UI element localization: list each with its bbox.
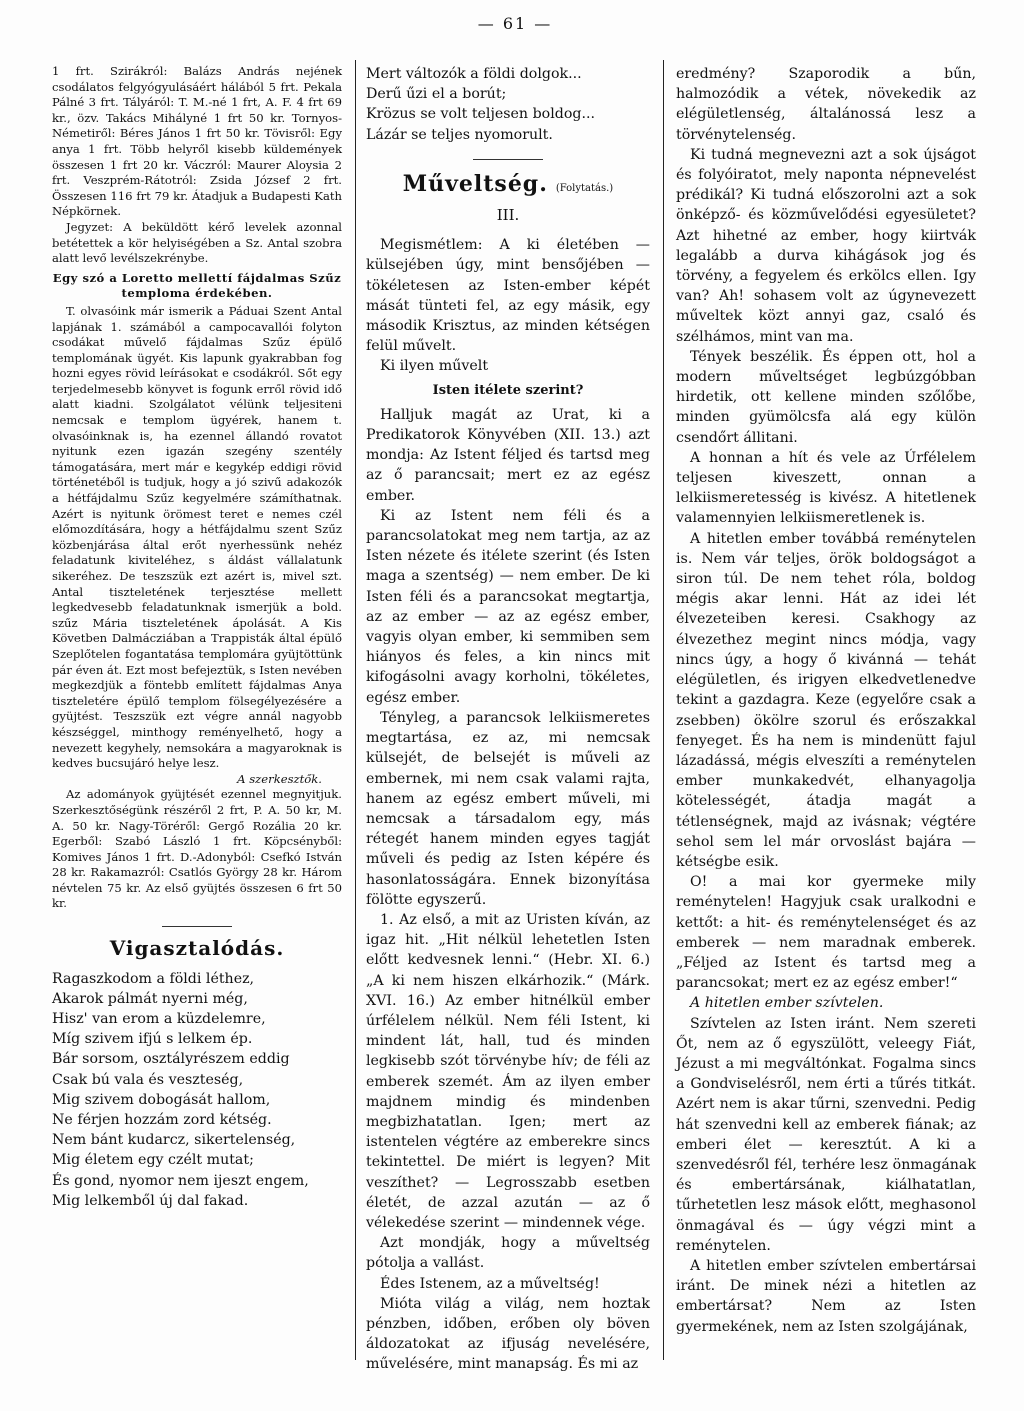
poem-line: Derű űzi el a borút; <box>366 86 507 103</box>
poem <box>52 969 342 1211</box>
loretto-heading: Egy szó a Loretto mellettí fájdalmas Szűz temploma érdekében. <box>52 270 342 301</box>
column-2 <box>366 64 650 1375</box>
paragraph: Ki tudná megnevezni azt a sok újságot és folyóiratot, mely naponta népnevelést prédikál? Ki tudná előszorolni azt a sok önképző- és közművelődési egyesületet? Azt hihetné az ember, hogy kiirtvák legalább a durva kihágások jog és törvény, a fegyelem és erkölcs ellen. Igy van? Ah! sohasem volt az úgynevezett műveltek közt annyi gaz, csaló és szélhámos, mint van ma. <box>676 146 976 345</box>
poem-line: Csak bú vala és veszteség, <box>52 1071 244 1088</box>
column-divider <box>663 60 664 1360</box>
section-number: III. <box>496 206 520 225</box>
paragraph: A honnan a hít és vele az Úrfélelem teljesen kiveszett, onnan a lelkiismeretesség is kivész. A hitetlenek valamennyien lelkiismeretlenek is. <box>676 449 976 527</box>
divider <box>473 159 543 160</box>
paragraph: 1. Az első, a mit az Uristen kíván, az igaz hit. „Hit nélkül lehetetlen Isten előtt kedvesnek lenni.“ (Hebr. XI. 6.) „A ki nem hiszen elkárhozik.“ (Márk. XVI. 16.) Az ember hitnélkül ember úrfélelem nélkül. Nem féli Istent, ki mindent lát, hall, tud és minden legkisebb szót törvénybe hív; de féli az emberek szemét. Ám az ilyen ember majdnem mindig és mindenben megbizhatatlan. Igen; mert az istentelen végtére az emberekre sincs tekintettel. De miért is legyen? Mit veszíthet? — Legrosszabb esetben életét, de azzal azután — az ő vélekedése szerint — mindennek vége. <box>366 911 650 1231</box>
poem-line: Lázár se teljes nyomorult. <box>366 126 553 143</box>
paragraph: A hitetlen ember szívtelen embertársai iránt. De minek nézi a hitetlen az embertársat? Nem az Isten gyermekének, nem az Isten szolgájának, <box>676 1257 976 1335</box>
paragraph: A hitetlen ember szívtelen. <box>690 995 884 1012</box>
poem-line: Mig szivem dobogását hallom, <box>52 1091 271 1108</box>
poem-title: Vigasztalódás. <box>109 936 285 961</box>
paragraph: Ki az Istent nem féli és a parancsolatokat meg nem tartja, az az Isten nézete és itélete szerint (és Isten maga a szentség) — nem ember. De ki Isten féli és a parancsokat megtartja, az az ember — az az egész ember, vagyis olyan ember, ki semmiben sem hiányos és feles, a kin nincs mit kifogásolni avagy korholni, tökéletes, egész ember. <box>366 507 650 706</box>
paragraph: Azt mondják, hogy a műveltség pótolja a vallást. <box>366 1235 650 1272</box>
signature: A szerkesztők. <box>237 771 322 786</box>
loretto-text: T. olvasóink már ismerik a Páduai Szent Antal lapjának 1. számából a campocavallói folyton csodákat művelő fájdalmas Szűz épülő templomának ügyét. Kis lapunk gyakrabban fog hozni egyes rövid leírásokat e csodákról. Sőt egy terjedelmesebb könyvet is fogunk erről rövid idő alatt kiadni. Szolgálatot vélünk teljesiteni nemcsak e templom ügyérek, hanem t. olvasóinknak is, ha ezennel állandó rovatot nyitunk ezen igazán szegény szentély támogatására, mert már e kegykép eddigi rövid történetéből is tudjuk, hogy a jó szivű adakozók a hétfájdalmu Szűz kegyelmére számíthatnak. Azért is nyitunk örömest teret e nemes czél előmozdítására, hogy a hétfájdalmu szent Szűz közbenjárása által erőt nyerhessünk nehéz feladatunk kiviteléhez, s áldást vállalatunk sikeréhez. De teszszük ezt azért is, mivel szt. Antal tiszteletének terjesztése mellett legkedvesebb feladatunknak ismerjük a bold. szűz Mária tiszteletének ápolását. A Kis Követben Dalmácziában a Trappisták által épülő Szeplőtelen fogantatása templomára gyüjtöttünk pár éven át. Ezt most befejeztük, s Isten nevében megkezdjük a föntebb említett fájdalmas Anya tiszteletére épülő templom fölsegélyezésére a gyüjtést. Teszszük ezt végre annál nagyobb készséggel, minthogy reményelhető, hogy a nevezett kegyhely, nemsokára a magyaroknak is kedves bucsujáró helye lesz. <box>52 303 342 771</box>
paragraph: A hitetlen ember továbbá reménytelen is. Nem vár teljes, örök boldogságot a siron túl. De nem tehet róla, boldog mégis akar lenni. Hát az idei lét élvezeteiben keresi. Csakhogy az élvezethez megint nincs módja, vagy nincs úgy, a hogy ő kivánná — tehát elégületlen, és irigyen elkedvetlenedve tekint a gazdagra. Keze (egyelőre csak a zsebben) ökölre szorul és erőszakkal fenyeget. És ha nem is mindenütt fajul lázadássá, mégis elveszíti a reménytelen ember munkakedvét, elhanyagolja kötelességét, átadja magát a tétlenségnek, majd az ivásnak; végtére sehol sem lel már orvoslást bajára — kétségbe esik. <box>676 530 976 870</box>
poem-line: Mig lelkemből új dal fakad. <box>52 1192 249 1209</box>
poem-line: Míg szivem ifjú s lelkem ép. <box>52 1031 253 1048</box>
poem-line: Mig életem egy czélt mutat; <box>52 1152 254 1169</box>
poem-line: Akarok pálmát nyerni még, <box>52 990 248 1007</box>
continued-label: (Folytatás.) <box>555 182 614 194</box>
paragraph: eredmény? Szaporodik a bűn, halmozódik a vétek, növekedik az elégületlenség, általánossá lesz a törvénytelenség. <box>676 66 976 143</box>
donation-list-2: Az adományok gyüjtését ezennel megnyitjuk. Szerkesztőségünk részéről 2 frt, P. A. 50 kr, M. A. 50 kr. Nagy-Töréről: Gergő Rozália 20 kr. Egerből: Szabó László 1 frt. Köpcsényből: Komives János 1 frt. D.-Adonyból: Csefkó István 28 kr. Rakamazról: Csatlós György 28 kr. Három névtelen 75 kr. Az első gyüjtés összesen 6 frt 50 kr. <box>52 787 342 911</box>
poem-line: Ne férjen hozzám zord kétség. <box>52 1112 272 1129</box>
paragraph: Szívtelen az Isten iránt. Nem szereti Őt, nem az ő egyszülött, veleegy Fiát, Jézust a mi megváltónkat. Fogalma sincs a Gondviselésről, nem érti a tűrés titkát. Azért nem is akar tűrni, szenvedni. Pedig hát szenvedni kell az emberek fiának; az emberi élet — keresztút. A ki a szenvedésről fél, terhére lesz önmagának és embertársának, kiálhatatlan, tűrhetetlen lesz mások előtt, meghasonol önmagával és — úgy végzi mint a reménytelen. <box>676 1015 976 1254</box>
poem-end <box>366 64 650 145</box>
paragraph: Ki ilyen művelt <box>380 358 489 375</box>
column-1 <box>52 64 342 1211</box>
poem-line: És gond, nyomor nem ijeszt engem, <box>52 1172 309 1189</box>
section-title: Műveltség. <box>402 170 548 197</box>
section-header <box>366 170 650 199</box>
poem-line: Nem bánt kudarcz, sikertelenség, <box>52 1132 296 1149</box>
paragraph: Halljuk magát az Urat, ki a Predikatorok Könyvében (XII. 13.) azt mondja: Az Istent féljed és tartsd meg az ő parancsait; mert ez az egész ember. <box>366 406 650 504</box>
poem-line: Hisz' van erom a küzdelemre, <box>52 1011 266 1028</box>
paragraph: Tényleg, a parancsok lelkiismeretes megtartása, ez az, mi nemcsak külsejét, de belsejét is műveli az embernek, mi nem csak valami rajta, hanem az egész embert műveli, mi nemcsak a társadalom egy, más rétegét hanem minden egyes tagját műveli és pedig az Isten képére és hasonlatosságára. Ennek bizonyítása fölötte egyszerű. <box>366 709 650 908</box>
poem-line: Ragaszkodom a földi léthez, <box>52 970 255 987</box>
page-number: — 61 — <box>477 14 553 33</box>
subheading: Isten itélete szerint? <box>432 382 584 398</box>
poem-line: Mert változók a földi dolgok... <box>366 66 582 82</box>
paragraph: Megismétlem: A ki életében — külsejében úgy, mint bensőjében — tökéletesen az Isten-ember képét mását tünteti fel, az egy másik, egy második Krisztus, az minden kétségen felül művelt. <box>366 237 650 355</box>
paragraph: Mióta világ a világ, nem hoztak pénzben, időben, erőben oly böven áldozatokat az ifjuság nevelésére, művelésére, mint manapság. És mi az <box>366 1295 650 1373</box>
column-3 <box>676 64 976 1337</box>
divider <box>162 926 232 927</box>
poem-line: Krözus se volt teljesen boldog... <box>366 106 595 123</box>
paragraph: Tények beszélik. És éppen ott, hol a modern műveltséget legbúzgóbban hirdetik, ott kellene minden szőlőbe, minden gyümölcsfa alá egy külön csendőrt állitani. <box>676 348 976 446</box>
poem-line: Bár sorsom, osztályrészem eddig <box>52 1051 290 1068</box>
donation-list: 1 frt. Szirákról: Balázs András nejének csodálatos felgyógyulásáért hálából 5 frt. Pekala Pálné 3 frt. Tályáról: T. M.-né 1 frt, A. F. 4 frt 69 kr., özv. Takács Mihályné 1 frt 50 kr. Tornyos-Németiről: Béres János 1 frt 50 kr. Tövisről: Egy anya 1 frt. Több helyről kisebb küldemények összesen 1 frt 20 kr. Váczról: Maurer Aloysia 2 frt. Veszprém-Rátotról: Zsida József 2 frt. Összesen 116 frt 79 kr. Átadjuk a Budapesti Kath Népkörnek. <box>52 64 342 219</box>
column-divider <box>355 60 356 1360</box>
paragraph: Édes Istenem, az a műveltség! <box>380 1275 600 1292</box>
note: Jegyzet: A beküldött kérő levelek azonnal betétettek a kör helyiségében a Sz. Antal szobra alatt levő levélszekrénybe. <box>52 219 342 266</box>
paragraph: O! a mai kor gyermeke mily reménytelen! Hagyjuk csak uralkodni e kettőt: a hit- és reménytelenséget és az emberek — nem maradnak emberek. „Féljed az Istent és tartsd meg a parancsokat; mert ez az egész ember!“ <box>676 874 976 992</box>
